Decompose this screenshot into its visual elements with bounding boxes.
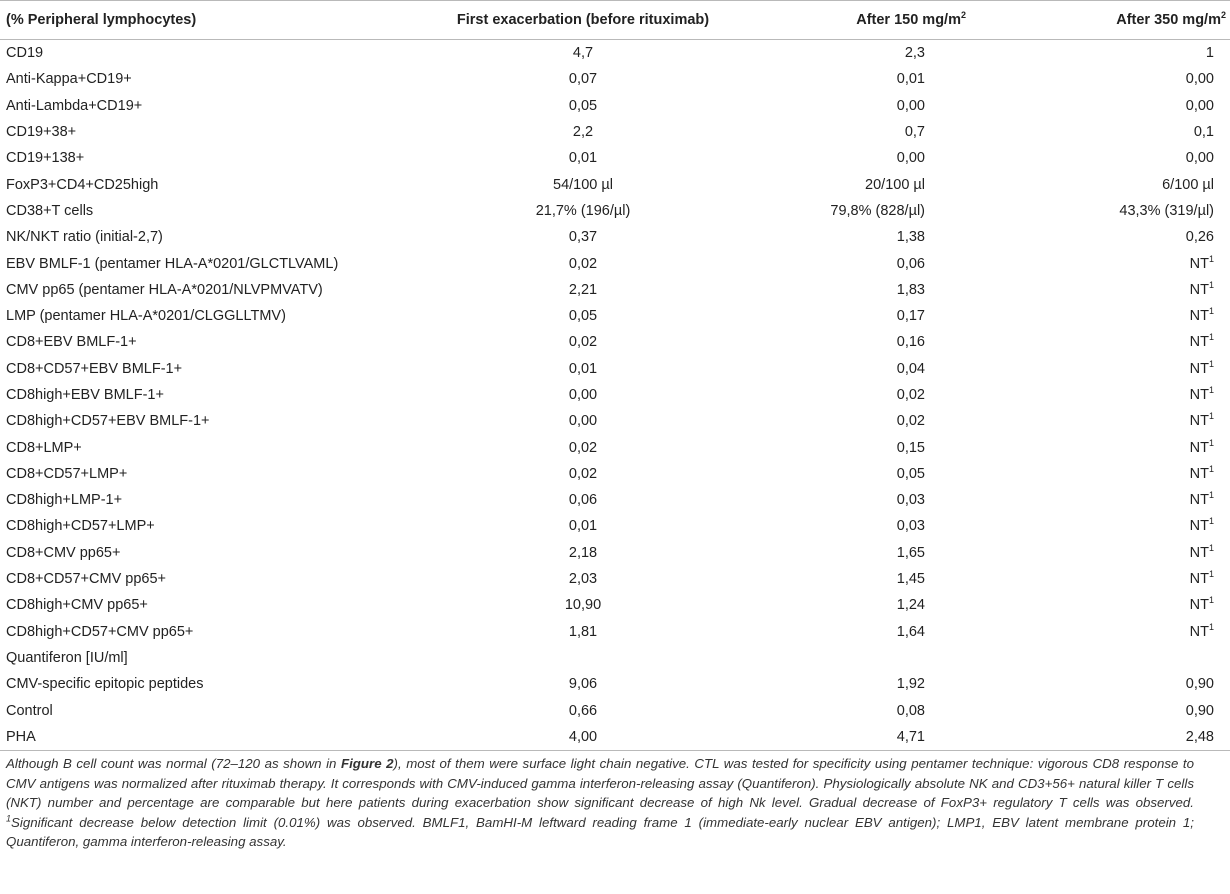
row-label: CD8+LMP+ [6,439,82,456]
table-row [0,540,1230,566]
value-after-150: 0,02 [896,413,925,430]
value-first-exacerbation: 0,02 [568,334,598,351]
table-row [0,487,1230,513]
value-first-exacerbation: 4,7 [572,45,594,62]
value-after-150: 0,08 [896,702,925,719]
row-label: LMP (pentamer HLA-A*0201/CLGGLLTMV) [6,308,286,325]
row-label: CD8high+LMP-1+ [6,492,123,509]
row-label: CD8+EBV BMLF-1+ [6,334,137,351]
table-row [0,513,1230,539]
value-first-exacerbation: 21,7% (196/µl) [535,202,631,219]
table-row [0,697,1230,723]
value-after-350: $NT^1$ [1189,621,1214,640]
row-label: CD8+CD57+LMP+ [6,465,128,482]
row-label: Anti-Kappa+CD19+ [6,71,132,88]
figure-reference: Figure 2 [340,756,394,772]
row-label: Control [6,702,53,719]
value-after-350: $NT^1$ [1189,332,1214,351]
value-first-exacerbation: 0,02 [568,439,598,456]
value-first-exacerbation [434,645,732,671]
row-label: EBV BMLF-1 (pentamer HLA-A*0201/GLCTLVAML) [6,255,339,272]
table-row [0,619,1230,645]
value-after-350: 0,90 [1185,702,1214,719]
value-after-150: 0,17 [896,308,925,325]
row-label: CD8+CD57+EBV BMLF-1+ [6,360,183,377]
value-after-150: 1,92 [896,676,925,693]
row-label: CD38+T cells [6,202,94,219]
value-after-350: $NT^1$ [1189,358,1214,377]
table-row [0,592,1230,618]
value-first-exacerbation: 0,66 [568,702,598,719]
row-label: CD8+CD57+CMV pp65+ [6,571,166,588]
row-label: Anti-Lambda+CD19+ [6,97,143,114]
value-first-exacerbation: 0,05 [568,308,598,325]
value-first-exacerbation: 0,00 [568,387,598,403]
row-label: CD19 [6,45,44,62]
value-after-150: 0,15 [896,439,925,456]
value-first-exacerbation: 2,18 [568,544,598,561]
row-label: PHA [6,728,36,745]
value-after-150: 0,06 [896,255,925,272]
value-after-350: 0,00 [1185,71,1214,88]
value-after-150: 1,45 [896,571,925,588]
table-row [0,145,1230,171]
value-after-350: $NT^1$ [1189,490,1214,509]
value-first-exacerbation: 0,02 [568,465,598,482]
value-first-exacerbation: 54/100 µl [553,176,613,193]
value-after-350: 1 [1205,45,1214,62]
value-after-150: 0,05 [896,465,925,482]
value-first-exacerbation: 2,2 [572,124,594,141]
value-after-150: 0,00 [896,97,925,114]
table-row [0,66,1230,92]
value-first-exacerbation: 0,37 [568,229,598,246]
value-after-350: 0,00 [1185,97,1214,114]
value-after-150: 79,8% (828/µl) [830,202,925,219]
table-row [0,671,1230,697]
table-row [0,408,1230,434]
value-first-exacerbation: 10,90 [564,597,602,614]
table-row [0,724,1230,751]
value-first-exacerbation: 1,81 [568,623,598,640]
row-label: CD8+CMV pp65+ [6,544,121,561]
row-label: CD19+138+ [6,150,85,167]
value-after-150: 0,00 [896,150,925,167]
value-after-350: $NT^1$ [1189,279,1214,298]
table-row [0,566,1230,592]
value-after-150: 1,83 [896,281,925,298]
value-first-exacerbation: 4,00 [568,728,598,745]
value-after-150: 2,3 [904,45,925,62]
value-after-150: 0,02 [896,387,925,403]
header-cell-label: (% Peripheral lymphocytes) [6,12,197,28]
value-after-350: 0,00 [1185,150,1214,167]
row-label: CMV pp65 (pentamer HLA-A*0201/NLVPMVATV) [6,281,323,298]
value-after-350: 2,48 [1185,728,1214,745]
value-first-exacerbation: 0,06 [568,492,598,509]
value-after-150: 1,65 [896,544,925,561]
value-first-exacerbation: 0,01 [568,360,598,377]
value-after-350: $NT^1$ [1189,437,1214,456]
table-body [0,40,1230,751]
value-first-exacerbation: 0,01 [568,518,598,535]
table-row [0,224,1230,250]
value-after-150: 0,04 [896,360,925,377]
value-after-350: 0,90 [1185,676,1214,693]
value-after-350: $NT^1$ [1189,595,1214,614]
row-label: CD8high+CD57+EBV BMLF-1+ [6,413,210,430]
value-first-exacerbation: 0,02 [568,255,598,272]
value-after-350: $NT^1$ [1189,253,1214,272]
row-label: CD19+38+ [6,124,77,141]
table-row [0,434,1230,460]
value-after-150: 20/100 µl [865,176,925,193]
value-after-150: 1,24 [896,597,925,614]
table-row [0,40,1230,67]
value-first-exacerbation: 9,06 [568,676,598,693]
table-row [0,171,1230,197]
header-cell-first-exacerbation: First exacerbation (before rituximab) [456,12,710,28]
header-row [0,1,1230,40]
row-label: CD8high+CMV pp65+ [6,597,148,614]
value-after-350: $NT^1$ [1189,411,1214,430]
table-row [0,382,1230,408]
row-label: FoxP3+CD4+CD25high [6,176,159,193]
row-label: CD8high+CD57+CMV pp65+ [6,623,194,640]
value-after-350: $NT^1$ [1189,569,1214,588]
value-first-exacerbation: 0,07 [568,71,598,88]
table-row [0,198,1230,224]
header-cell-after-350: After 350 $mg/m^2$ [1116,10,1226,28]
row-label: CD8high+CD57+LMP+ [6,518,155,535]
value-first-exacerbation: 0,00 [568,413,598,430]
value-after-350: $NT^1$ [1189,385,1214,403]
row-label: CMV-specific epitopic peptides [6,676,204,693]
value-after-350: $NT^1$ [1189,464,1214,482]
value-after-350: $NT^1$ [1189,306,1214,325]
value-after-350: 6/100 µl [1162,176,1214,193]
value-first-exacerbation: 2,21 [568,281,598,298]
table-row [0,93,1230,119]
value-first-exacerbation: 2,03 [568,571,598,588]
value-after-350: $NT^1$ [1189,516,1214,535]
value-after-150 [732,645,982,671]
row-label: CD8high+EBV BMLF-1+ [6,387,164,403]
value-after-150: 1,38 [896,229,925,246]
table-row [0,645,1230,671]
row-label: Quantiferon [IU/ml] [6,649,128,666]
value-after-150: 0,16 [896,334,925,351]
table-row [0,329,1230,355]
table-row [0,277,1230,303]
value-first-exacerbation: 0,05 [568,97,598,114]
value-after-350 [982,645,1230,671]
table-row [0,250,1230,276]
value-after-350: 0,26 [1185,229,1214,246]
value-after-150: 1,64 [896,623,925,640]
row-label: NK/NKT ratio (initial-2,7) [6,229,163,246]
table-row [0,119,1230,145]
header-cell-after-150: After 150 $mg/m^2$ [856,10,966,28]
value-after-150: 0,03 [896,492,925,509]
value-after-150: 0,03 [896,518,925,535]
table-row [0,356,1230,382]
value-after-350: 0,1 [1193,124,1214,141]
table-row [0,461,1230,487]
value-after-150: 0,7 [904,124,925,141]
value-after-150: 4,71 [896,728,925,745]
value-after-350: 43,3% (319/µl) [1119,202,1214,219]
value-after-150: 0,01 [896,71,925,88]
value-first-exacerbation: 0,01 [568,150,598,167]
value-after-350: $NT^1$ [1189,542,1214,561]
table-row [0,303,1230,329]
table-footnote: Although B cell count was normal (72–120 as shown in Figure 2), most of them were surface light chain negative. CTL was tested for specificity using pentamer technique: vigorous CD8 response to CMV antigens was normalized after rituximab therapy. It corresponds with CMV-induced gamma interferon-releasing assay (Quantiferon). Physiologically absolute NK and CD3+56+ natural killer T cells (NKT) number and percentage are comparable but here patients during exacerbation show significant decrease of high Nk level. Gradual decrease of FoxP3+ regulatory T cells was observed. $^1$Significant decrease below detection limit (0.01%) was observed. BMLF1, BamHI-M leftward reading frame 1 (immediate-early nuclear EBV antigen); LMP1, EBV latent membrane protein 1; Quantiferon, gamma interferon-releasing assay. [6,756,1195,850]
